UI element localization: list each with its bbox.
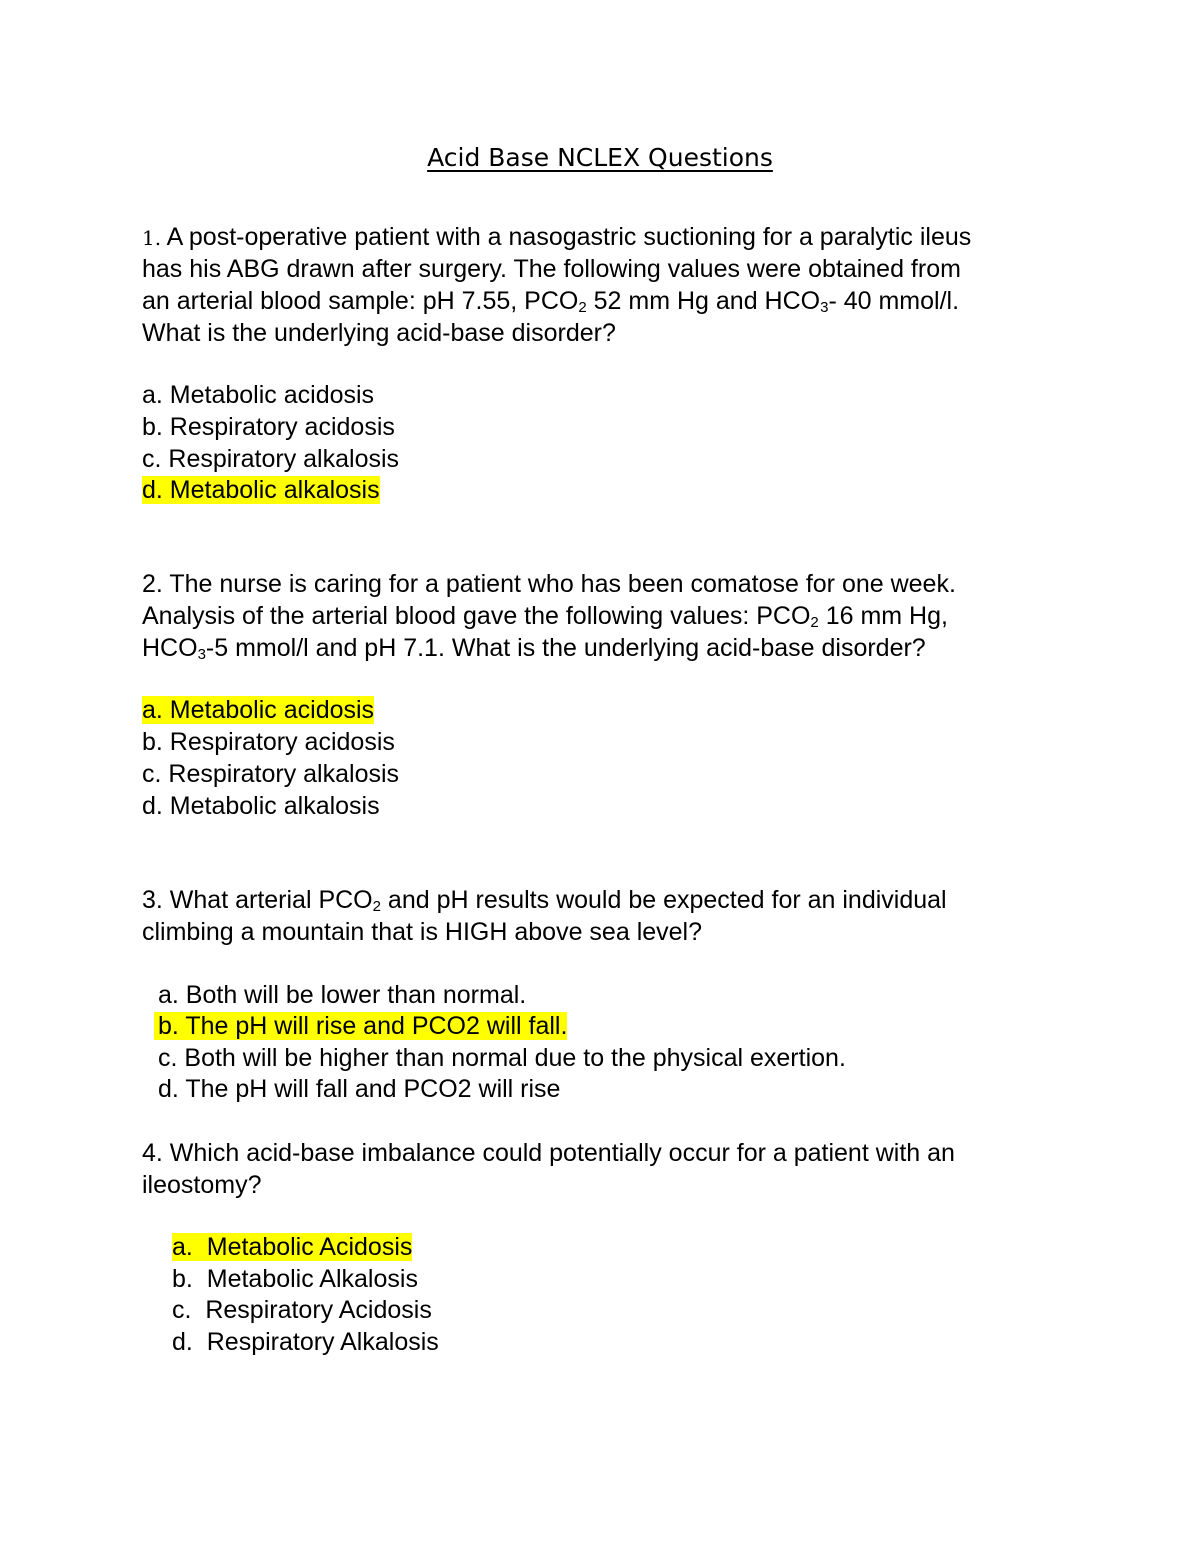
question-1-line-3: an arterial blood sample: pH 7.55, $PCO_2$ 52 mm Hg and $HCO_3-$ 40 mmol/l. — [142, 287, 960, 316]
answer-highlight: a. Metabolic acidosis — [142, 696, 375, 724]
question-1-option-a[interactable]: a. Metabolic acidosis — [142, 381, 375, 409]
question-1-line-4: What is the underlying acid-base disorder? — [142, 319, 616, 347]
question-3-line-1: 3. What arterial $PCO_2$ and pH results would be expected for an individual — [142, 886, 947, 915]
question-2-option-b[interactable]: b. Respiratory acidosis — [142, 728, 395, 756]
question-4-line-1: 4. Which acid-base imbalance could potentially occur for a patient with an — [142, 1139, 955, 1167]
question-1-number: 1. — [142, 226, 162, 250]
question-3-line-2: climbing a mountain that is HIGH above sea level? — [142, 918, 703, 946]
question-2-line-2: Analysis of the arterial blood gave the following values: $PCO_2$ 16 mm Hg, — [142, 602, 948, 631]
answer-highlight: a. Metabolic Acidosis — [172, 1233, 413, 1261]
question-4-option-a[interactable] — [172, 1231, 412, 1263]
question-3-option-a[interactable]: a. Both will be lower than normal. — [158, 981, 527, 1009]
answer-highlight: d. Metabolic alkalosis — [142, 476, 380, 504]
question-1-line-1: 1. A post-operative patient with a nasogastric suctioning for a paralytic ileus — [142, 223, 972, 251]
question-2-line-1: 2. The nurse is caring for a patient who has been comatose for one week. — [142, 570, 956, 598]
question-1-option-c[interactable]: c. Respiratory alkalosis — [142, 445, 400, 473]
question-2-option-c[interactable]: c. Respiratory alkalosis — [142, 760, 400, 788]
page-title: Acid Base NCLEX Questions — [427, 143, 773, 172]
question-4-option-d[interactable]: d. Respiratory Alkalosis — [172, 1328, 439, 1356]
question-4-option-c[interactable]: c. Respiratory Acidosis — [172, 1296, 432, 1324]
question-1-line-2: has his ABG drawn after surgery. The following values were obtained from — [142, 255, 961, 283]
question-1-option-d[interactable] — [142, 474, 380, 506]
question-2-option-d[interactable]: d. Metabolic alkalosis — [142, 792, 380, 820]
question-2-line-3: $HCO_3-5$ mmol/l and pH 7.1. What is the underlying acid-base disorder? — [142, 634, 926, 663]
question-3-option-c[interactable]: c. Both will be higher than normal due to the physical exertion. — [158, 1044, 846, 1072]
question-4-line-2: ileostomy? — [142, 1171, 262, 1199]
question-3-option-d[interactable]: d. The pH will fall and PCO2 will rise — [158, 1075, 561, 1103]
question-2-option-a[interactable] — [142, 694, 374, 726]
question-4-option-b[interactable]: b. Metabolic Alkalosis — [172, 1265, 418, 1293]
answer-highlight: b. The pH will rise and PCO2 will fall. — [154, 1012, 567, 1040]
question-3-option-b[interactable] — [154, 1010, 567, 1042]
question-1-option-b[interactable]: b. Respiratory acidosis — [142, 413, 395, 441]
